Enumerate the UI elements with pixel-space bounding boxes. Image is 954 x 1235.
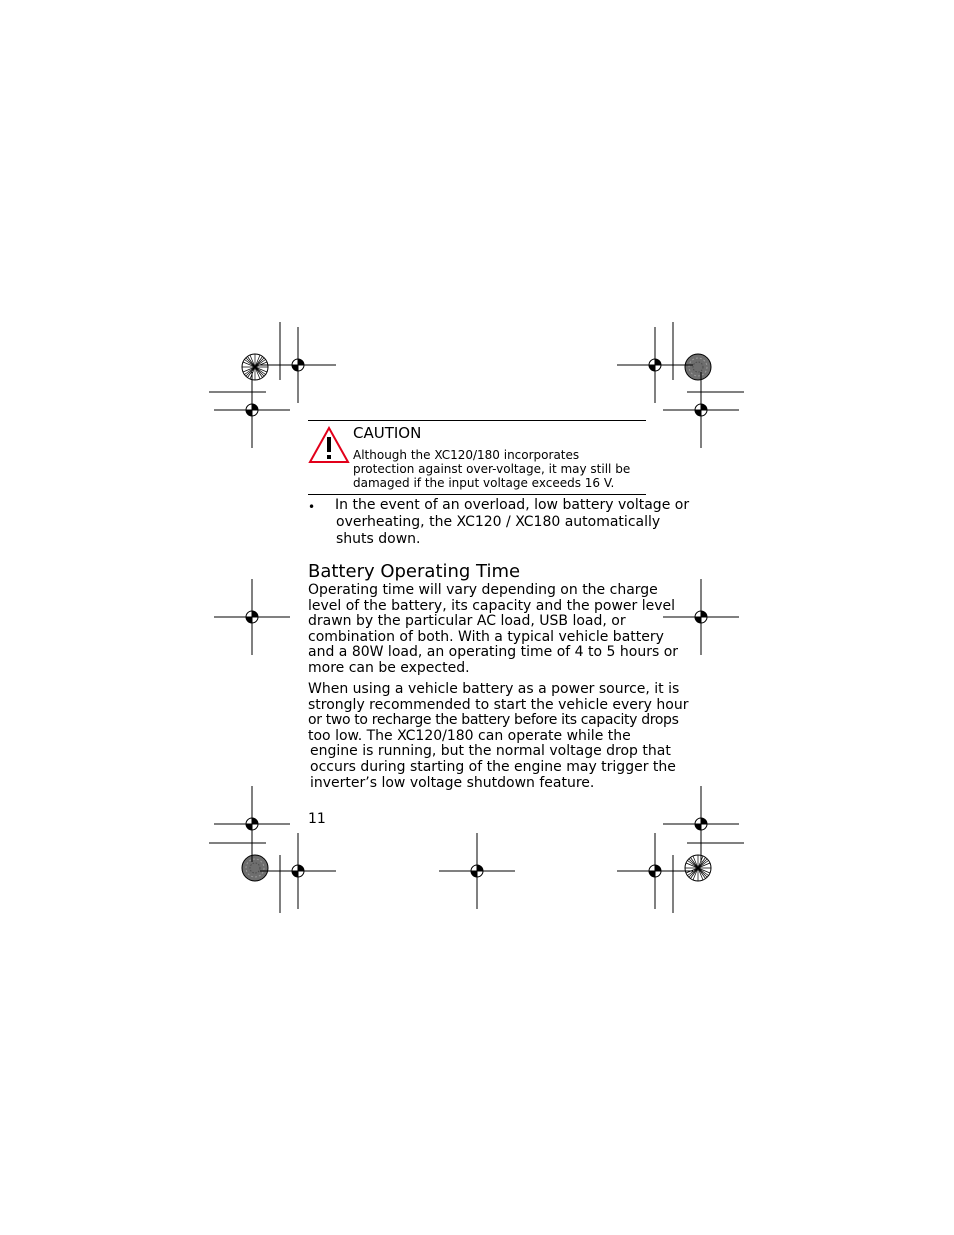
bullet-line: In the event of an overload, low battery voltage or [335,497,690,513]
bullet-line: shuts down. [336,531,421,547]
section-heading: Battery Operating Time [308,561,521,582]
paragraph-operating-time [308,582,679,677]
bullet-marker: • [308,500,316,514]
caution-line: protection against over-voltage, it may still be [353,462,631,476]
paragraph-line: engine is running, but the normal voltage drop that [310,743,671,760]
paragraph-line: or two to recharge the battery before its capacity drops [308,712,679,729]
paragraph-line: and a 80W load, an operating time of 4 to 5 hours or [308,644,679,661]
paragraph-line: inverter’s low voltage shutdown feature. [310,774,595,791]
caution-top-rule [308,420,646,421]
paragraph-line: When using a vehicle battery as a power source, it is [308,681,680,697]
page-number: 11 [308,811,326,827]
paragraph-vehicle-battery [308,681,689,791]
caution-title: CAUTION [353,424,422,442]
paragraph-line: Operating time will vary depending on the charge [308,582,658,598]
paragraph-line: more can be expected. [308,659,470,676]
paragraph-line: combination of both. With a typical vehicle battery [308,628,664,645]
paragraph-line: strongly recommended to start the vehicle every hour [308,696,689,713]
paragraph-line: too low. The XC120/180 can operate while the [308,727,631,744]
caution-text [353,448,653,490]
caution-bottom-rule [308,494,646,495]
bullet-line: overheating, the XC120 / XC180 automatically [336,514,661,530]
paragraph-line: drawn by the particular AC load, USB load, or [308,613,626,630]
bullet-text [335,497,690,548]
warning-triangle-icon [308,426,350,464]
paragraph-line: level of the battery, its capacity and the power level [308,597,676,614]
paragraph-line: occurs during starting of the engine may trigger the [310,758,676,775]
caution-line: Although the XC120/180 incorporates [353,448,580,462]
caution-line: damaged if the input voltage exceeds 16 V. [353,476,615,490]
